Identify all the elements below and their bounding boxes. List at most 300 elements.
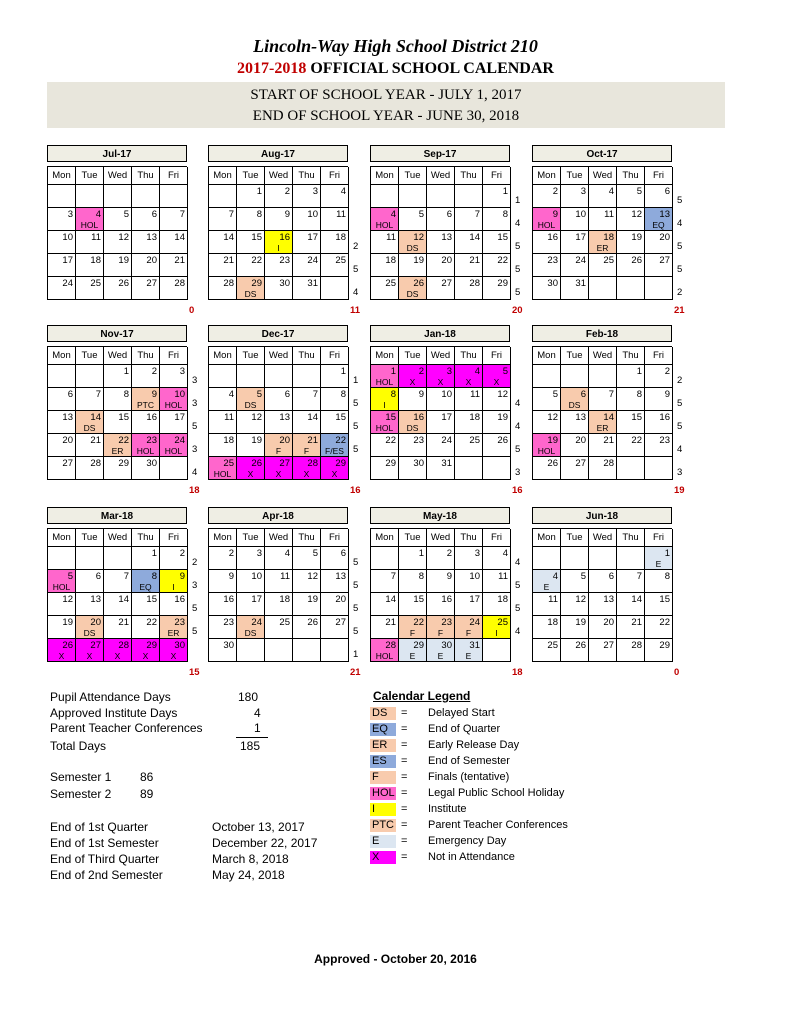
month-grid: [532, 166, 672, 300]
day-number: 4: [284, 548, 290, 559]
legend-equals: =: [401, 803, 408, 815]
day-cell: [455, 616, 483, 639]
day-header: Wed: [427, 347, 455, 365]
day-code: X: [331, 469, 338, 479]
day-cell: [76, 388, 104, 411]
day-header: Wed: [427, 529, 455, 547]
day-number: 25: [603, 255, 614, 266]
day-number: 5: [256, 389, 262, 400]
day-number: 1: [151, 548, 157, 559]
day-cell: [104, 616, 132, 639]
day-cell: [533, 254, 561, 277]
day-cell: [483, 185, 511, 208]
day-cell: [399, 411, 427, 434]
day-number: 3: [256, 548, 262, 559]
day-cell: [533, 185, 561, 208]
day-number: 13: [603, 594, 614, 605]
day-cell: [483, 208, 511, 231]
day-cell: [589, 593, 617, 616]
semester2-label: Semester 2: [50, 787, 112, 801]
day-cell: [76, 185, 104, 208]
legend-item: [370, 850, 670, 866]
legend-equals: =: [401, 787, 408, 799]
day-header: Mon: [48, 347, 76, 365]
day-cell: [237, 457, 265, 480]
day-cell: [293, 457, 321, 480]
month-10: [370, 507, 510, 662]
day-number: 14: [385, 594, 396, 605]
day-number: 22: [497, 255, 508, 266]
day-cell: [399, 457, 427, 480]
day-cell: [399, 570, 427, 593]
day-number: 9: [179, 571, 185, 582]
month-title: Feb-18: [532, 325, 672, 342]
day-code: HOL: [80, 220, 99, 230]
week-day-count: 4: [515, 218, 521, 229]
day-cell: [371, 570, 399, 593]
day-code: DS: [244, 628, 257, 638]
day-cell: [293, 434, 321, 457]
day-number: 5: [123, 209, 129, 220]
month-grid: [532, 528, 672, 662]
day-header: Mon: [209, 347, 237, 365]
week-day-count: 5: [515, 444, 521, 455]
day-number: 8: [502, 209, 508, 220]
day-number: 11: [91, 232, 101, 243]
day-code: ER: [596, 243, 609, 253]
day-number: 28: [118, 640, 129, 651]
day-number: 17: [575, 232, 586, 243]
month-title: May-18: [370, 507, 510, 524]
day-number: 2: [446, 548, 452, 559]
day-code: X: [142, 651, 149, 661]
legend-item: [370, 786, 670, 802]
week-day-count: 5: [515, 603, 521, 614]
day-code: E: [409, 651, 416, 661]
day-number: 20: [441, 255, 452, 266]
day-cell: [76, 231, 104, 254]
legend-description: Delayed Start: [428, 707, 495, 719]
day-number: 19: [251, 435, 262, 446]
day-number: 8: [390, 389, 396, 400]
day-code: HOL: [213, 469, 232, 479]
day-cell: [265, 254, 293, 277]
day-cell: [76, 434, 104, 457]
month-title: Nov-17: [47, 325, 187, 342]
day-number: 17: [307, 232, 318, 243]
legend-item: [370, 722, 670, 738]
day-code: I: [172, 582, 175, 592]
day-cell: [455, 570, 483, 593]
day-cell: [209, 231, 237, 254]
month-title: Jul-17: [47, 145, 187, 162]
day-number: 7: [123, 571, 129, 582]
day-number: 17: [469, 594, 480, 605]
day-cell: [399, 254, 427, 277]
day-number: 11: [470, 389, 480, 400]
day-cell: [237, 570, 265, 593]
day-cell: [104, 411, 132, 434]
day-number: 19: [631, 232, 642, 243]
day-cell: [561, 185, 589, 208]
day-number: 27: [335, 617, 346, 628]
day-cell: [132, 547, 160, 570]
day-number: 20: [575, 435, 586, 446]
school-year: 2017-2018: [237, 60, 307, 77]
day-number: 6: [151, 209, 157, 220]
month-4: [47, 325, 187, 480]
day-cell: [265, 616, 293, 639]
day-number: 7: [390, 571, 396, 582]
day-header: Wed: [104, 347, 132, 365]
day-cell: [427, 365, 455, 388]
day-cell: [132, 434, 160, 457]
day-number: 9: [151, 389, 157, 400]
day-number: 18: [547, 617, 558, 628]
day-cell: [265, 547, 293, 570]
day-cell: [533, 365, 561, 388]
day-cell: [645, 570, 673, 593]
day-header: Mon: [209, 167, 237, 185]
day-cell: [589, 388, 617, 411]
day-cell: [104, 254, 132, 277]
key-date-label: End of 2nd Semester: [50, 868, 163, 882]
day-number: 20: [90, 617, 101, 628]
semester1-value: 86: [140, 770, 154, 784]
day-cell: [427, 231, 455, 254]
day-number: 7: [608, 389, 614, 400]
day-number: 14: [603, 412, 614, 423]
day-cell: [209, 434, 237, 457]
ptc-days-value: 1: [254, 721, 261, 735]
day-number: 22: [251, 255, 262, 266]
day-number: 25: [469, 435, 480, 446]
day-number: 11: [604, 209, 614, 220]
day-number: 13: [90, 594, 101, 605]
day-cell: [48, 570, 76, 593]
day-header: Wed: [265, 529, 293, 547]
day-cell: [617, 365, 645, 388]
day-code: PTC: [137, 400, 154, 410]
day-number: 22: [385, 435, 396, 446]
day-number: 8: [664, 571, 670, 582]
day-cell: [589, 639, 617, 662]
legend-description: Legal Public School Holiday: [428, 787, 565, 799]
day-number: 9: [446, 571, 452, 582]
day-number: 4: [95, 209, 101, 220]
day-cell: [104, 277, 132, 300]
day-cell: [293, 254, 321, 277]
day-number: 12: [497, 389, 508, 400]
day-number: 12: [413, 232, 424, 243]
legend-swatch: E: [370, 835, 396, 848]
day-cell: [617, 185, 645, 208]
day-number: 21: [118, 617, 129, 628]
legend-title: Calendar Legend: [373, 689, 471, 703]
day-cell: [237, 185, 265, 208]
day-number: 7: [312, 389, 318, 400]
day-header: Wed: [589, 167, 617, 185]
day-number: 24: [251, 617, 262, 628]
day-cell: [293, 593, 321, 616]
legend-item: [370, 770, 670, 786]
day-cell: [321, 639, 349, 662]
day-header: Mon: [533, 529, 561, 547]
day-number: 23: [174, 617, 185, 628]
total-days-value: 185: [240, 739, 261, 753]
day-cell: [483, 411, 511, 434]
day-number: 31: [307, 278, 318, 289]
day-code: ER: [596, 423, 609, 433]
month-5: [208, 325, 348, 480]
day-header: Tue: [399, 167, 427, 185]
month-total: 0: [189, 305, 195, 316]
day-cell: [132, 365, 160, 388]
day-number: 21: [469, 255, 480, 266]
day-header: Fri: [483, 529, 511, 547]
day-code: F: [465, 628, 472, 638]
day-cell: [533, 616, 561, 639]
month-grid: [208, 346, 348, 480]
day-number: 19: [413, 255, 424, 266]
day-number: 8: [151, 571, 157, 582]
day-number: 4: [552, 571, 558, 582]
day-code: F/ES: [325, 446, 344, 456]
day-number: 12: [251, 412, 262, 423]
day-cell: [589, 547, 617, 570]
day-number: 29: [497, 278, 508, 289]
day-cell: [48, 388, 76, 411]
day-number: 10: [174, 389, 185, 400]
day-code: X: [86, 651, 93, 661]
day-cell: [427, 457, 455, 480]
day-cell: [265, 639, 293, 662]
day-cell: [48, 593, 76, 616]
day-cell: [483, 231, 511, 254]
day-number: 14: [631, 594, 642, 605]
day-header: Tue: [237, 167, 265, 185]
day-number: 27: [146, 278, 157, 289]
school-year-banner: [47, 82, 725, 128]
legend-swatch: EQ: [370, 723, 396, 736]
day-cell: [589, 231, 617, 254]
day-number: 7: [179, 209, 185, 220]
day-number: 9: [664, 389, 670, 400]
week-day-count: 3: [192, 375, 198, 386]
day-cell: [427, 277, 455, 300]
day-cell: [645, 208, 673, 231]
day-cell: [427, 547, 455, 570]
day-cell: [645, 277, 673, 300]
day-number: 5: [418, 209, 424, 220]
day-cell: [265, 411, 293, 434]
day-number: 11: [386, 232, 396, 243]
week-day-count: 5: [353, 557, 359, 568]
day-cell: [645, 547, 673, 570]
day-cell: [645, 434, 673, 457]
day-cell: [371, 457, 399, 480]
day-cell: [455, 388, 483, 411]
day-header: Mon: [209, 529, 237, 547]
day-number: 6: [446, 209, 452, 220]
day-cell: [617, 547, 645, 570]
day-code: X: [275, 469, 282, 479]
week-day-count: 5: [515, 264, 521, 275]
week-day-count: 5: [353, 626, 359, 637]
day-number: 28: [469, 278, 480, 289]
day-cell: [209, 254, 237, 277]
day-number: 26: [413, 278, 424, 289]
day-number: 1: [340, 366, 346, 377]
day-number: 29: [385, 458, 396, 469]
day-cell: [399, 277, 427, 300]
day-number: 5: [67, 571, 73, 582]
day-number: 12: [307, 571, 318, 582]
day-number: 14: [469, 232, 480, 243]
day-header: Wed: [427, 167, 455, 185]
day-cell: [455, 639, 483, 662]
month-grid: [370, 166, 510, 300]
day-cell: [265, 434, 293, 457]
day-number: 27: [603, 640, 614, 651]
day-cell: [483, 388, 511, 411]
day-number: 3: [312, 186, 318, 197]
week-day-count: 2: [353, 241, 359, 252]
day-cell: [561, 570, 589, 593]
day-number: 14: [90, 412, 101, 423]
day-cell: [132, 185, 160, 208]
day-number: 3: [474, 548, 480, 559]
day-code: DS: [406, 289, 419, 299]
day-cell: [455, 457, 483, 480]
day-cell: [132, 388, 160, 411]
day-cell: [589, 570, 617, 593]
week-day-count: 3: [192, 398, 198, 409]
day-code: HOL: [375, 651, 394, 661]
day-number: 26: [62, 640, 73, 651]
day-cell: [455, 254, 483, 277]
day-number: 5: [636, 186, 642, 197]
day-cell: [237, 616, 265, 639]
week-day-count: 5: [353, 580, 359, 591]
day-cell: [293, 208, 321, 231]
legend-equals: =: [401, 851, 408, 863]
day-number: 22: [335, 435, 346, 446]
day-number: 24: [62, 278, 73, 289]
day-cell: [533, 457, 561, 480]
day-cell: [617, 593, 645, 616]
month-title: Oct-17: [532, 145, 672, 162]
day-cell: [104, 593, 132, 616]
week-day-count: 5: [677, 421, 683, 432]
semester2-value: 89: [140, 787, 154, 801]
week-day-count: 5: [192, 421, 198, 432]
day-cell: [265, 231, 293, 254]
day-number: 15: [146, 594, 157, 605]
day-header: Fri: [321, 347, 349, 365]
day-number: 27: [575, 458, 586, 469]
day-number: 7: [95, 389, 101, 400]
day-cell: [237, 388, 265, 411]
day-code: HOL: [136, 446, 155, 456]
day-number: 4: [390, 209, 396, 220]
day-number: 27: [62, 458, 73, 469]
day-number: 24: [575, 255, 586, 266]
week-day-count: 1: [353, 649, 359, 660]
legend-equals: =: [401, 835, 408, 847]
day-number: 29: [413, 640, 424, 651]
day-number: 29: [251, 278, 262, 289]
day-cell: [561, 457, 589, 480]
month-total: 16: [350, 485, 361, 496]
day-cell: [293, 411, 321, 434]
legend-equals: =: [401, 771, 408, 783]
day-number: 1: [123, 366, 129, 377]
day-cell: [76, 616, 104, 639]
day-cell: [132, 411, 160, 434]
key-date-label: End of 1st Quarter: [50, 820, 149, 834]
week-day-count: 2: [677, 375, 683, 386]
day-cell: [399, 365, 427, 388]
day-cell: [321, 254, 349, 277]
day-cell: [561, 254, 589, 277]
day-number: 19: [307, 594, 318, 605]
day-header: Tue: [76, 347, 104, 365]
day-number: 24: [307, 255, 318, 266]
day-cell: [265, 365, 293, 388]
day-header: Thu: [617, 347, 645, 365]
day-code: DS: [568, 400, 581, 410]
week-day-count: 5: [515, 241, 521, 252]
day-cell: [160, 593, 188, 616]
day-cell: [561, 434, 589, 457]
day-number: 13: [441, 232, 452, 243]
month-grid: [47, 528, 187, 662]
day-cell: [104, 547, 132, 570]
legend-swatch: X: [370, 851, 396, 864]
week-day-count: 4: [515, 557, 521, 568]
day-cell: [645, 411, 673, 434]
day-code: DS: [83, 628, 96, 638]
week-day-count: 4: [677, 218, 683, 229]
day-cell: [427, 411, 455, 434]
day-cell: [427, 434, 455, 457]
day-cell: [321, 388, 349, 411]
day-number: 9: [228, 571, 234, 582]
legend-item: [370, 834, 670, 850]
day-number: 3: [580, 186, 586, 197]
day-cell: [371, 254, 399, 277]
day-number: 25: [279, 617, 290, 628]
day-header: Tue: [76, 167, 104, 185]
day-cell: [237, 434, 265, 457]
day-cell: [399, 593, 427, 616]
day-number: 20: [603, 617, 614, 628]
week-day-count: 5: [677, 241, 683, 252]
day-number: 3: [179, 366, 185, 377]
day-header: Thu: [293, 167, 321, 185]
day-cell: [209, 411, 237, 434]
day-cell: [371, 547, 399, 570]
day-number: 16: [547, 232, 558, 243]
day-header: Wed: [265, 347, 293, 365]
day-number: 11: [336, 209, 346, 220]
day-number: 21: [307, 435, 318, 446]
day-cell: [645, 639, 673, 662]
day-number: 11: [280, 571, 290, 582]
day-number: 23: [659, 435, 670, 446]
day-header: Fri: [645, 167, 673, 185]
